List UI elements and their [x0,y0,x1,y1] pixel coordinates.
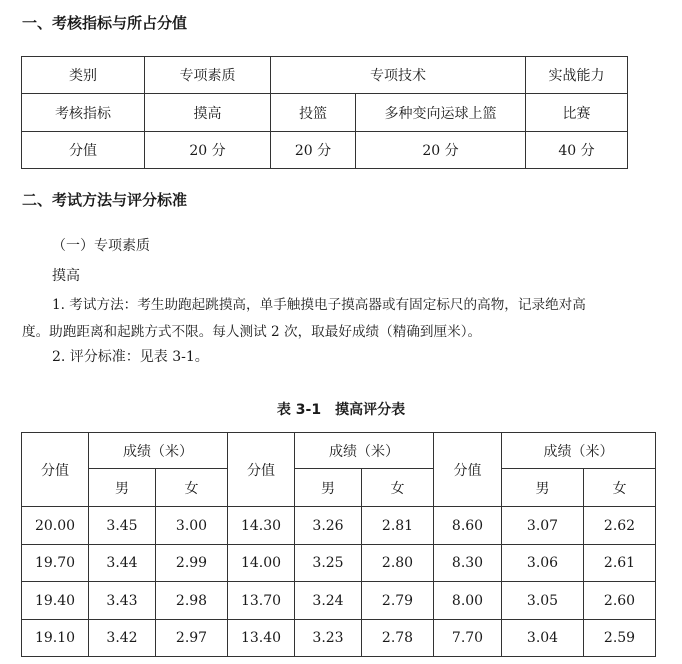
header-result-2: 成绩（米） [295,433,434,469]
cell-score-label: 分值 [22,132,145,169]
subsection-title: （一）专项素质 [52,238,150,254]
method-line-2: 度。助跑距离和起跳方式不限。每人测试 2 次，取最好成绩（精确到厘米）。 [22,324,482,340]
header-female-3: 女 [584,469,656,507]
cell: 13.40 [228,620,295,657]
header-score-1: 分值 [22,433,89,507]
header-male-2: 男 [295,469,362,507]
cell-indicator-label: 考核指标 [22,94,145,132]
cell-score-touch: 20 分 [145,132,271,169]
header-female-2: 女 [362,469,434,507]
cell: 7.70 [434,620,502,657]
section1-title: 一、考核指标与所占分值 [22,14,188,32]
cell: 2.97 [156,620,228,657]
cell: 2.62 [584,507,656,545]
header-female-1: 女 [156,469,228,507]
cell-indicator-game: 比赛 [526,94,628,132]
header-male-3: 男 [502,469,584,507]
cell: 3.45 [89,507,156,545]
cell: 3.07 [502,507,584,545]
cell: 2.81 [362,507,434,545]
cell-score-shoot: 20 分 [271,132,356,169]
cell: 3.23 [295,620,362,657]
table-row [22,507,656,545]
cell: 19.70 [22,545,89,582]
item-title: 摸高 [52,268,80,284]
cell-indicator-dribble: 多种变向运球上篮 [356,94,526,132]
cell-indicator-shoot: 投篮 [271,94,356,132]
header-score-3: 分值 [434,433,502,507]
cell: 20.00 [22,507,89,545]
table-row [22,620,656,657]
cell: 13.70 [228,582,295,620]
cell: 2.60 [584,582,656,620]
cell: 3.05 [502,582,584,620]
cell: 2.59 [584,620,656,657]
assessment-table [21,56,628,169]
cell: 8.00 [434,582,502,620]
header-result-3: 成绩（米） [502,433,656,469]
cell: 2.98 [156,582,228,620]
cell: 3.44 [89,545,156,582]
cell: 19.10 [22,620,89,657]
standard-line: 2. 评分标准：见表 3-1。 [52,349,209,365]
cell: 2.78 [362,620,434,657]
section2-title: 二、考试方法与评分标准 [22,191,188,209]
header-male-1: 男 [89,469,156,507]
cell-special-skill-header: 专项技术 [271,57,526,94]
cell-special-quality-header: 专项素质 [145,57,271,94]
cell: 3.24 [295,582,362,620]
header-score-2: 分值 [228,433,295,507]
cell-score-game: 40 分 [526,132,628,169]
cell-combat-header: 实战能力 [526,57,628,94]
cell-category-header: 类别 [22,57,145,94]
cell: 14.00 [228,545,295,582]
cell: 19.40 [22,582,89,620]
cell: 8.60 [434,507,502,545]
cell: 14.30 [228,507,295,545]
cell: 2.79 [362,582,434,620]
cell: 2.99 [156,545,228,582]
cell-score-dribble: 20 分 [356,132,526,169]
cell: 2.61 [584,545,656,582]
cell: 3.25 [295,545,362,582]
cell: 3.00 [156,507,228,545]
cell: 3.43 [89,582,156,620]
cell: 3.26 [295,507,362,545]
cell: 2.80 [362,545,434,582]
cell: 3.04 [502,620,584,657]
table-row [22,582,656,620]
touch-height-score-table [21,432,656,657]
header-result-1: 成绩（米） [89,433,228,469]
table-row [22,545,656,582]
cell: 3.42 [89,620,156,657]
cell: 3.06 [502,545,584,582]
cell-indicator-touch: 摸高 [145,94,271,132]
table-caption: 表 3-1 摸高评分表 [276,402,406,418]
cell: 8.30 [434,545,502,582]
method-line-1: 1. 考试方法：考生助跑起跳摸高，单手触摸电子摸高器或有固定标尺的高物，记录绝对高 [52,297,586,313]
